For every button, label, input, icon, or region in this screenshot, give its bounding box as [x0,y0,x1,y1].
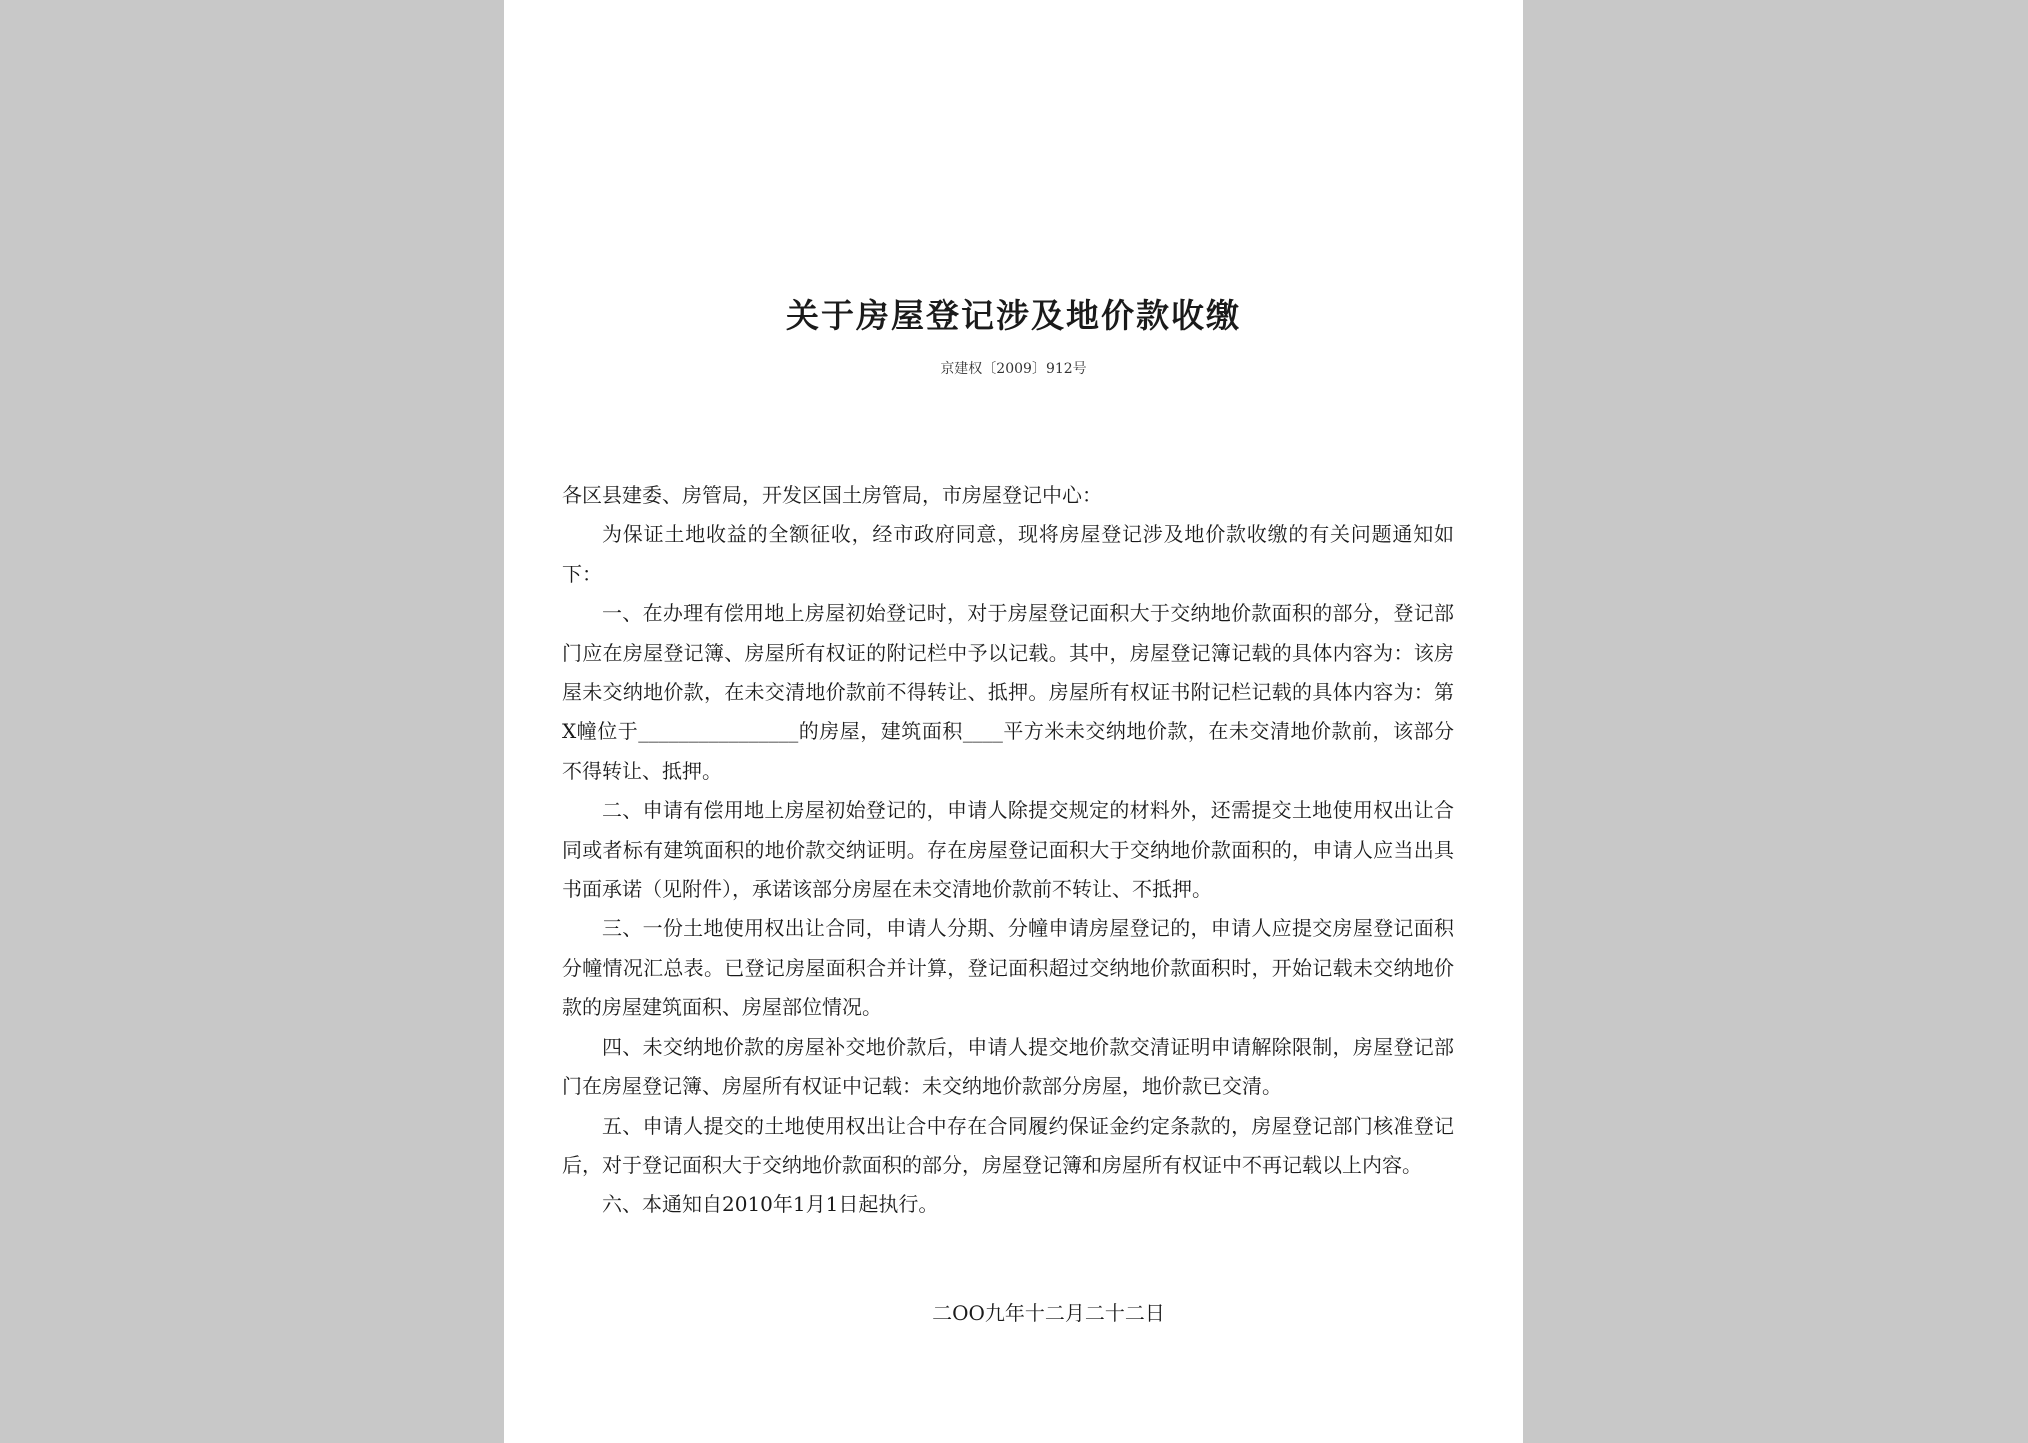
paragraph-item-4: 四、未交纳地价款的房屋补交地价款后，申请人提交地价款交清证明申请解除限制，房屋登记部门在房屋登记簿、房屋所有权证中记载：未交纳地价款部分房屋，地价款已交清。 [562,1034,1454,1099]
document-title: 关于房屋登记涉及地价款收缴 [786,296,1241,335]
paragraph-item-2: 二、申请有偿用地上房屋初始登记的，申请人除提交规定的材料外，还需提交土地使用权出让合同或者标有建筑面积的地价款交纳证明。存在房屋登记面积大于交纳地价款面积的，申请人应当出具书面承诺（见附件），承诺该部分房屋在未交清地价款前不转让、不抵押。 [562,798,1454,902]
document-date: 二OO九年十二月二十二日 [932,1301,1165,1325]
paragraph-item-3: 三、一份土地使用权出让合同，申请人分期、分幢申请房屋登记的，申请人应提交房屋登记面积分幢情况汇总表。已登记房屋面积合并计算，登记面积超过交纳地价款面积时，开始记载未交纳地价款的房屋建筑面积、房屋部位情况。 [562,916,1454,1020]
addressee-line: 各区县建委、房管局，开发区国土房管局，市房屋登记中心： [562,483,1102,507]
paragraph-intro: 为保证土地收益的全额征收，经市政府同意，现将房屋登记涉及地价款收缴的有关问题通知如下： [562,522,1454,586]
paragraph-item-1: 一、在办理有偿用地上房屋初始登记时，对于房屋登记面积大于交纳地价款面积的部分，登记部门应在房屋登记簿、房屋所有权证的附记栏中予以记载。其中，房屋登记簿记载的具体内容为：该房屋未交纳地价款，在未交清地价款前不得转让、抵押。房屋所有权证书附记栏记载的具体内容为：第X幢位于________________的房屋，建筑面积____平方米未交纳地价款，在未交清地价款前，该部分不得转让、抵押。 [562,601,1454,783]
document-number: 京建权〔2009〕912号 [940,361,1087,377]
paragraph-item-5: 五、申请人提交的土地使用权出让合中存在合同履约保证金约定条款的，房屋登记部门核准登记后，对于登记面积大于交纳地价款面积的部分，房屋登记簿和房屋所有权证中不再记载以上内容。 [562,1113,1454,1177]
paragraph-item-6: 六、本通知自2010年1月1日起执行。 [602,1192,939,1217]
document-body [562,476,1454,1225]
document-page [504,0,1523,1443]
